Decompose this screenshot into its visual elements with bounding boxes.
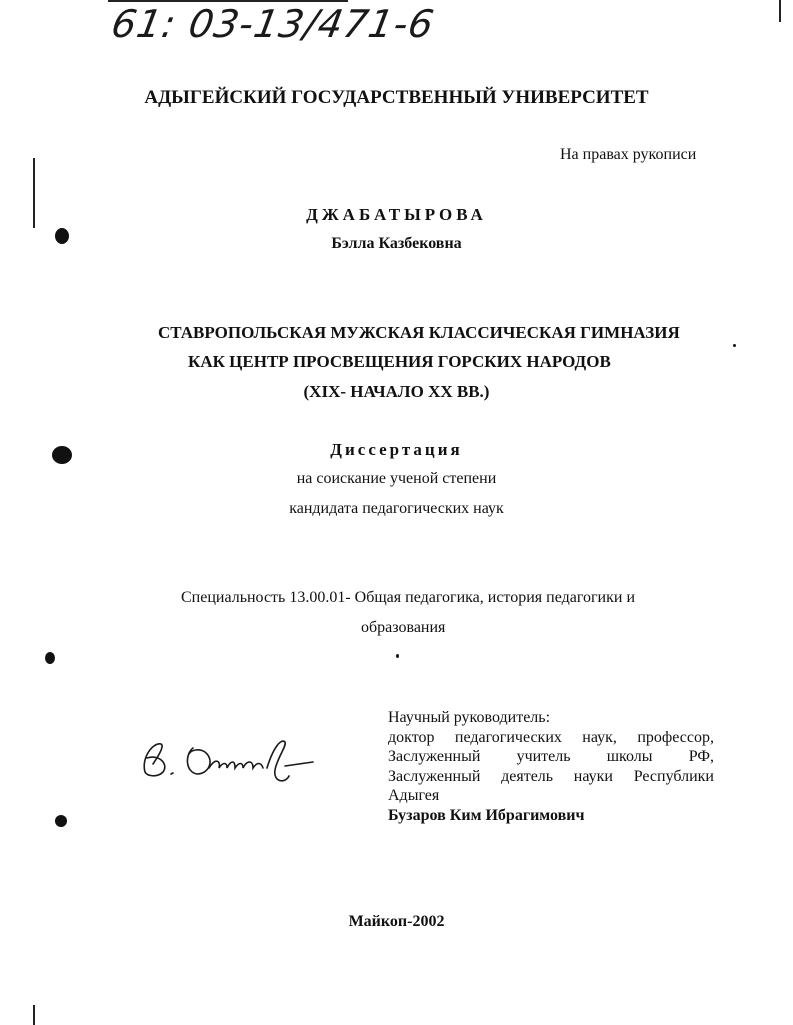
scan-edge-mark bbox=[33, 1005, 35, 1025]
advisor-title-1: Заслуженный учитель школы РФ, bbox=[388, 748, 714, 765]
advisor-degree: доктор педагогических наук, профессор, bbox=[388, 728, 714, 746]
manuscript-note: На правах рукописи bbox=[560, 146, 697, 163]
thesis-title-line-2: КАК ЦЕНТР ПРОСВЕЩЕНИЯ ГОРСКИХ НАРОДОВ bbox=[188, 352, 611, 371]
scan-speck bbox=[733, 344, 736, 347]
scan-speck bbox=[45, 652, 55, 664]
speciality-line-1: Специальность 13.00.01- Общая педагогика, история педагогики и bbox=[181, 589, 636, 606]
university-name: АДЫГЕЙСКИЙ ГОСУДАРСТВЕННЫЙ УНИВЕРСИТЕТ bbox=[144, 87, 649, 108]
degree-line-2: кандидата педагогических наук bbox=[289, 500, 504, 517]
scan-speck bbox=[396, 654, 399, 658]
scan-edge-mark bbox=[779, 0, 781, 22]
document-type: Диссертация bbox=[330, 440, 463, 459]
degree-line-1: на соискание ученой степени bbox=[296, 470, 497, 487]
advisor-title-2: Заслуженный деятель науки Республики bbox=[388, 767, 714, 785]
thesis-title-line-1: СТАВРОПОЛЬСКАЯ МУЖСКАЯ КЛАССИЧЕСКАЯ ГИМНАЗИЯ bbox=[158, 323, 680, 342]
advisor-heading: Научный руководитель: bbox=[388, 709, 551, 726]
author-given-names: Бэлла Казбековна bbox=[331, 235, 462, 252]
thesis-title-line-3: (XIX- НАЧАЛО XX ВВ.) bbox=[303, 382, 490, 401]
advisor-title-3: Адыгея bbox=[388, 787, 440, 804]
city-and-year: Майкоп-2002 bbox=[348, 913, 445, 930]
scientific-advisor-block bbox=[388, 708, 714, 825]
speciality-line-2: образования bbox=[361, 619, 446, 636]
advisor-name: Бузаров Ким Ибрагимович bbox=[388, 806, 585, 824]
archive-code: 61: 03-13/471-6 bbox=[108, 2, 438, 46]
signature-image bbox=[135, 728, 325, 790]
scan-speck bbox=[55, 815, 67, 827]
author-surname: ДЖАБАТЫРОВА bbox=[306, 205, 487, 224]
